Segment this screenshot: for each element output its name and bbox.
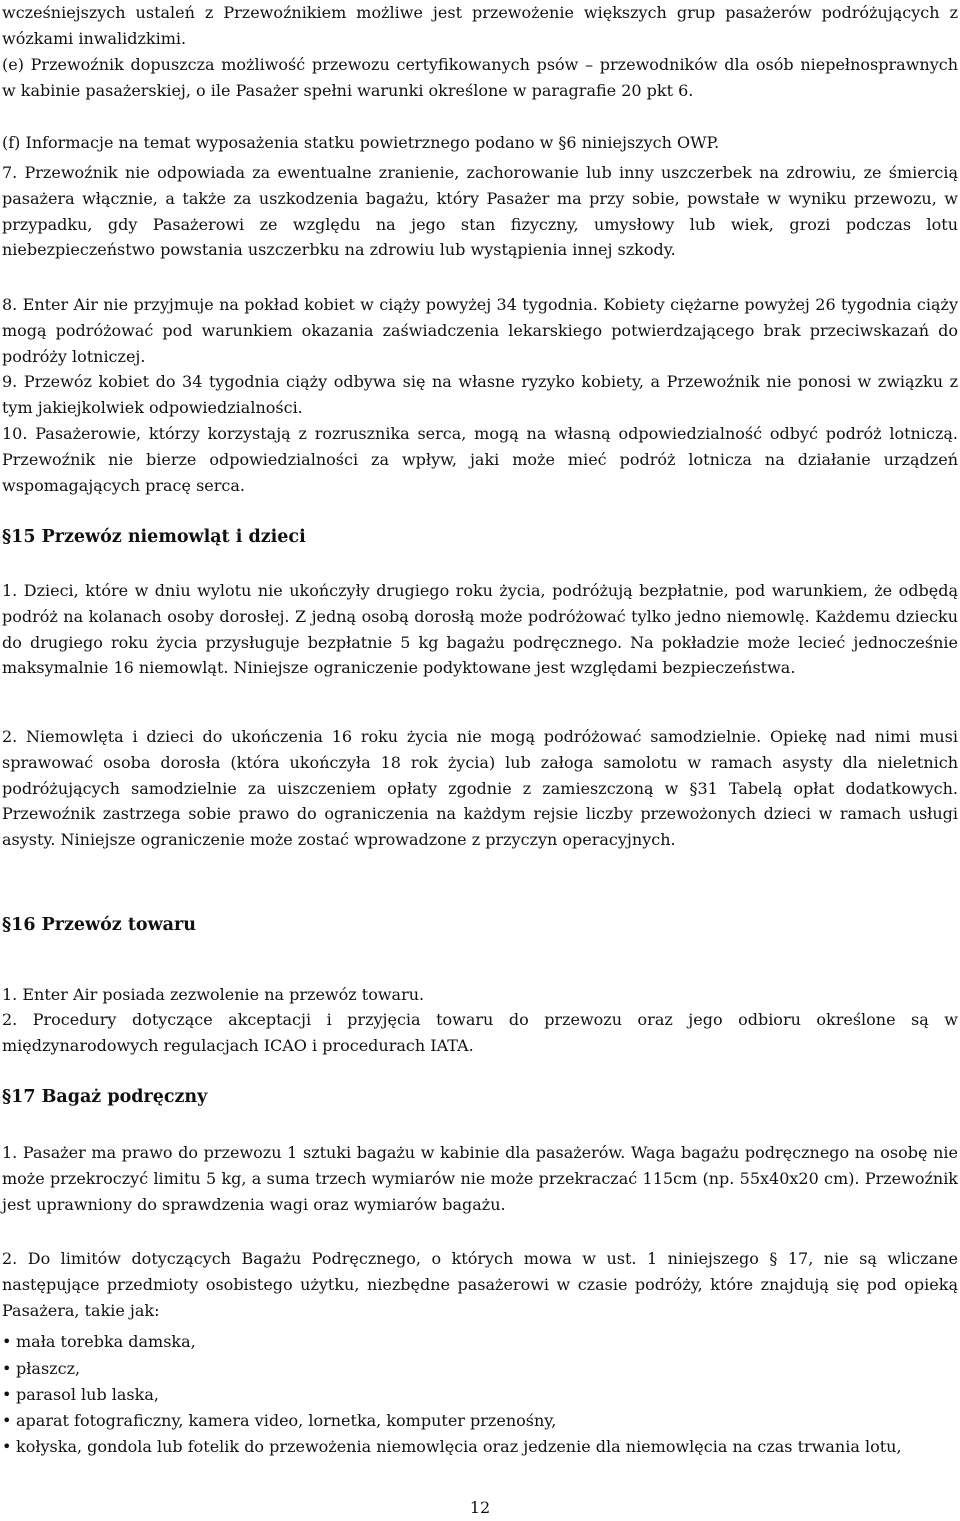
section-15-heading: §15 Przewóz niemowląt i dzieci [2,527,306,547]
list-item-text: kołyska, gondola lub fotelik do przewożenia niemowlęcia oraz jedzenie dla niemowlęcia na czas trwania lotu, [16,1437,902,1456]
bullet-icon: • [2,1437,12,1456]
section-16-heading: §16 Przewóz towaru [2,915,196,935]
section-17-paragraph-2: 2. Do limitów dotyczących Bagażu Podręcznego, o których mowa w ust. 1 niniejszego § 17, nie są wliczane następujące przedmioty osobistego użytku, niezbędne pasażerowi w czasie podróży, które znajdują się pod opieką Pasażera, takie jak: [2,1249,958,1320]
bullet-icon: • [2,1385,12,1404]
list-item [2,1329,958,1355]
section-17-heading: §17 Bagaż podręczny [2,1087,208,1107]
paragraph-10: 10. Pasażerowie, którzy korzystają z rozrusznika serca, mogą na własną odpowiedzialność odbyć podróż lotniczą. Przewoźnik nie bierze odpowiedzialności za wpływ, jaki może mieć podróż lotnicza na działanie urządzeń wspomagających pracę serca. [2,424,958,495]
page-number: 12 [469,1498,491,1517]
list-item-text: aparat fotograficzny, kamera video, lornetka, komputer przenośny, [16,1411,557,1430]
section-15-paragraph-2: 2. Niemowlęta i dzieci do ukończenia 16 roku życia nie mogą podróżować samodzielnie. Opiekę nad nimi musi sprawować osoba dorosła (która ukończyła 18 rok życia) lub załoga samolotu w ramach asysty dla nieletnich podróżujących samodzielnie za uiszczeniem opłaty zgodnie z zamieszczoną w §31 Tabelą opłat dodatkowych. Przewoźnik zastrzega sobie prawo do ograniczenia na każdym rejsie liczby przewożonych dzieci w ramach usługi asysty. Niniejsze ograniczenie może zostać wprowadzone z przyczyn operacyjnych. [2,727,958,850]
list-item-text: parasol lub laska, [16,1385,159,1404]
section-16-paragraph-1: 1. Enter Air posiada zezwolenie na przewóz towaru. [2,985,425,1004]
list-item-text: płaszcz, [16,1359,81,1378]
section-15-paragraph-1: 1. Dzieci, które w dniu wylotu nie ukończyły drugiego roku życia, podróżują bezpłatnie, pod warunkiem, że odbędą podróż na kolanach osoby dorosłej. Z jedną osobą dorosłą może podróżować tylko jedno niemowlę. Każdemu dziecku do drugiego roku życia przysługuje bezpłatnie 5 kg bagażu podręcznego. Na pokładzie może lecieć jednocześnie maksymalnie 16 niemowląt. Niniejsze ograniczenie podyktowane jest względami bezpieczeństwa. [2,581,958,678]
list-item-text: mała torebka damska, [16,1332,196,1351]
paragraph-continued: wcześniejszych ustaleń z Przewoźnikiem możliwe jest przewożenie większych grup pasażerów podróżujących z wózkami inwalidzkimi. [2,3,958,48]
bullet-icon: • [2,1411,12,1430]
bullet-icon: • [2,1359,12,1378]
section-16-paragraph-2: 2. Procedury dotyczące akceptacji i przyjęcia towaru do przewozu oraz jego odbioru określone są w międzynarodowych regulacjach ICAO i procedurach IATA. [2,1010,958,1055]
list-item [2,1382,958,1408]
paragraph-7: 7. Przewoźnik nie odpowiada za ewentualne zranienie, zachorowanie lub inny uszczerbek na zdrowiu, ze śmiercią pasażera włącznie, a także za uszkodzenia bagażu, który Pasażer ma przy sobie, powstałe w wyniku przewozu, w przypadku, gdy Pasażerowi ze względu na jego stan fizyczny, umysłowy lub wiek, grozi podczas lotu niebezpieczeństwo powstania uszczerbku na zdrowiu lub wystąpienia innej szkody. [2,163,958,260]
bullet-icon: • [2,1332,12,1351]
list-item [2,1408,958,1434]
paragraph-8: 8. Enter Air nie przyjmuje na pokład kobiet w ciąży powyżej 34 tygodnia. Kobiety ciężarne powyżej 26 tygodnia ciąży mogą podróżować pod warunkiem okazania zaświadczenia lekarskiego potwierdzającego brak przeciwskazań do podróży lotniczej. [2,295,958,366]
paragraph-f: (f) Informacje na temat wyposażenia statku powietrznego podano w §6 niniejszych OWP. [2,133,720,152]
paragraph-e: (e) Przewoźnik dopuszcza możliwość przewozu certyfikowanych psów – przewodników dla osób niepełnosprawnych w kabinie pasażerskiej, o ile Pasażer spełni warunki określone w paragrafie 20 pkt 6. [2,55,958,100]
section-17-paragraph-1: 1. Pasażer ma prawo do przewozu 1 sztuki bagażu w kabinie dla pasażerów. Waga bagażu podręcznego na osobę nie może przekroczyć limitu 5 kg, a suma trzech wymiarów nie może przekraczać 115cm (np. 55x40x20 cm). Przewoźnik jest uprawniony do sprawdzenia wagi oraz wymiarów bagażu. [2,1143,958,1214]
list-item [2,1356,958,1382]
paragraph-9: 9. Przewóz kobiet do 34 tygodnia ciąży odbywa się na własne ryzyko kobiety, a Przewoźnik nie ponosi w związku z tym jakiejkolwiek odpowiedzialności. [2,372,958,417]
list-item [2,1434,958,1460]
